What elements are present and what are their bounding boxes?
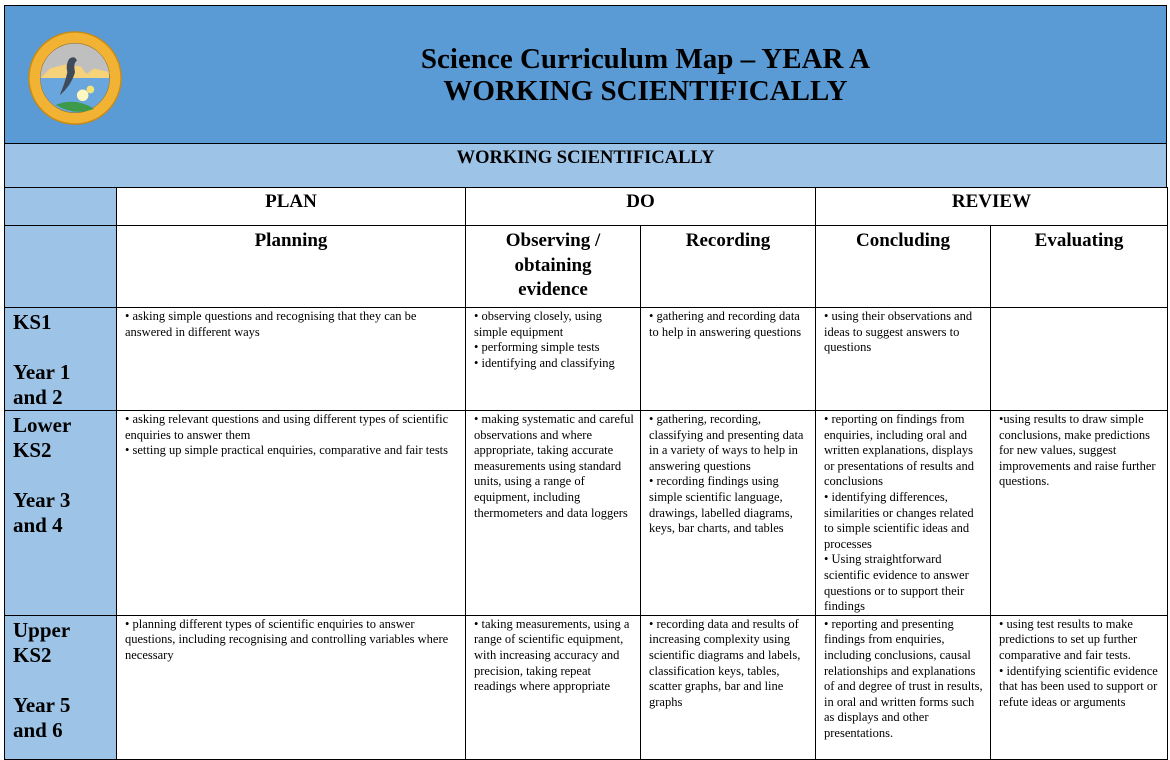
bullet-item: • gathering, recording, classifying and presenting data in a variety of ways to help in answering questions <box>649 412 804 473</box>
column-header-observing <box>466 226 641 308</box>
row-label <box>5 411 117 616</box>
table-row <box>5 308 1168 411</box>
bullet-item: •using results to draw simple conclusions, make predictions for new values, suggest improvements and raise further questions. <box>999 412 1156 489</box>
column-header-evaluating: Evaluating <box>991 226 1168 308</box>
bullet-item: • reporting on findings from enquiries, including oral and written explanations, displays or presentations of results and conclusions <box>824 412 974 489</box>
corner-cell <box>5 226 117 308</box>
group-do: DO <box>466 188 816 226</box>
column-header-row <box>5 226 1168 308</box>
column-header-concluding: Concluding <box>816 226 991 308</box>
bullet-item: • asking simple questions and recognising that they can be answered in different ways <box>125 309 417 339</box>
bullet-item: • gathering and recording data to help in answering questions <box>649 309 802 339</box>
group-header-row <box>5 188 1168 226</box>
corner-cell <box>5 188 117 226</box>
row-years: Year 3 and 4 <box>13 488 71 537</box>
column-header-recording: Recording <box>641 226 816 308</box>
recording-cell <box>641 411 816 616</box>
planning-cell <box>117 308 466 411</box>
evaluating-cell <box>991 308 1168 411</box>
bullet-item: • planning different types of scientific enquiries to answer questions, including recognising and controlling variables where necessary <box>125 616 449 662</box>
planning-cell <box>117 615 466 759</box>
observing-cell <box>466 308 641 411</box>
bullet-item: • performing simple tests <box>474 340 600 355</box>
row-label <box>5 615 117 759</box>
bullet-item: • asking relevant questions and using different types of scientific enquiries to answer them <box>125 412 449 442</box>
title-line-1: Science Curriculum Map – YEAR A <box>420 43 871 75</box>
row-years: Year 5 and 6 <box>13 692 71 742</box>
concluding-cell <box>816 411 991 616</box>
bullet-item: • recording findings using simple scientific language, drawings, labelled diagrams, keys, bar charts, and tables <box>649 474 793 536</box>
table-row <box>5 411 1168 616</box>
curriculum-table <box>4 187 1168 760</box>
concluding-cell <box>816 308 991 411</box>
concluding-cell <box>816 615 991 759</box>
bullet-item: • making systematic and careful observations and where appropriate, taking accurate measurements using standard units, using a range of equipment, including thermometers and data loggers <box>474 412 634 520</box>
recording-cell <box>641 308 816 411</box>
row-stage: KS1 <box>13 310 52 334</box>
bullet-item: • identifying scientific evidence that has been used to support or refute ideas or arguments <box>999 663 1158 709</box>
row-label <box>5 308 117 411</box>
section-subheader: WORKING SCIENTIFICALLY <box>4 144 1167 187</box>
column-header-observing-label: Observing / obtaining evidence <box>505 230 601 300</box>
recording-cell <box>641 615 816 759</box>
bullet-item: • using test results to make predictions to set up further comparative and fair tests. <box>999 616 1138 662</box>
bullet-item: • recording data and results of increasing complexity using scientific diagrams and labels, classification keys, tables, scatter graphs, bar and line graphs <box>649 616 801 709</box>
observing-cell <box>466 411 641 616</box>
table-row <box>5 615 1168 759</box>
bullet-item: • Using straightforward scientific evidence to answer questions or to support their findings <box>824 552 969 614</box>
observing-cell <box>466 615 641 759</box>
bullet-item: • reporting and presenting findings from enquiries, including conclusions, causal relationships and explanations of and degree of trust in results, in oral and written forms such as displays and other presentations. <box>824 616 983 740</box>
bullet-item: • taking measurements, using a range of scientific equipment, with increasing accuracy and precision, taking repeat readings where appropriate <box>474 616 630 694</box>
bullet-item: • observing closely, using simple equipment <box>474 309 602 339</box>
header-banner <box>4 5 1167 144</box>
group-plan: PLAN <box>117 188 466 226</box>
page-title <box>5 43 1166 107</box>
row-stage: Lower KS2 <box>13 413 71 462</box>
row-stage: Upper KS2 <box>13 617 70 667</box>
title-line-2: WORKING SCIENTIFICALLY <box>443 75 848 107</box>
bullet-item: • setting up simple practical enquiries, comparative and fair tests <box>125 443 449 458</box>
bullet-item: • identifying differences, similarities or changes related to simple scientific ideas and processes <box>824 489 974 551</box>
group-review: REVIEW <box>816 188 1168 226</box>
evaluating-cell <box>991 615 1168 759</box>
evaluating-cell <box>991 411 1168 616</box>
bullet-item: • identifying and classifying <box>474 355 615 370</box>
row-years: Year 1 and 2 <box>13 360 71 409</box>
column-header-planning: Planning <box>117 226 466 308</box>
bullet-item: • using their observations and ideas to suggest answers to questions <box>824 309 973 355</box>
planning-cell <box>117 411 466 616</box>
curriculum-map-page <box>4 5 1167 760</box>
